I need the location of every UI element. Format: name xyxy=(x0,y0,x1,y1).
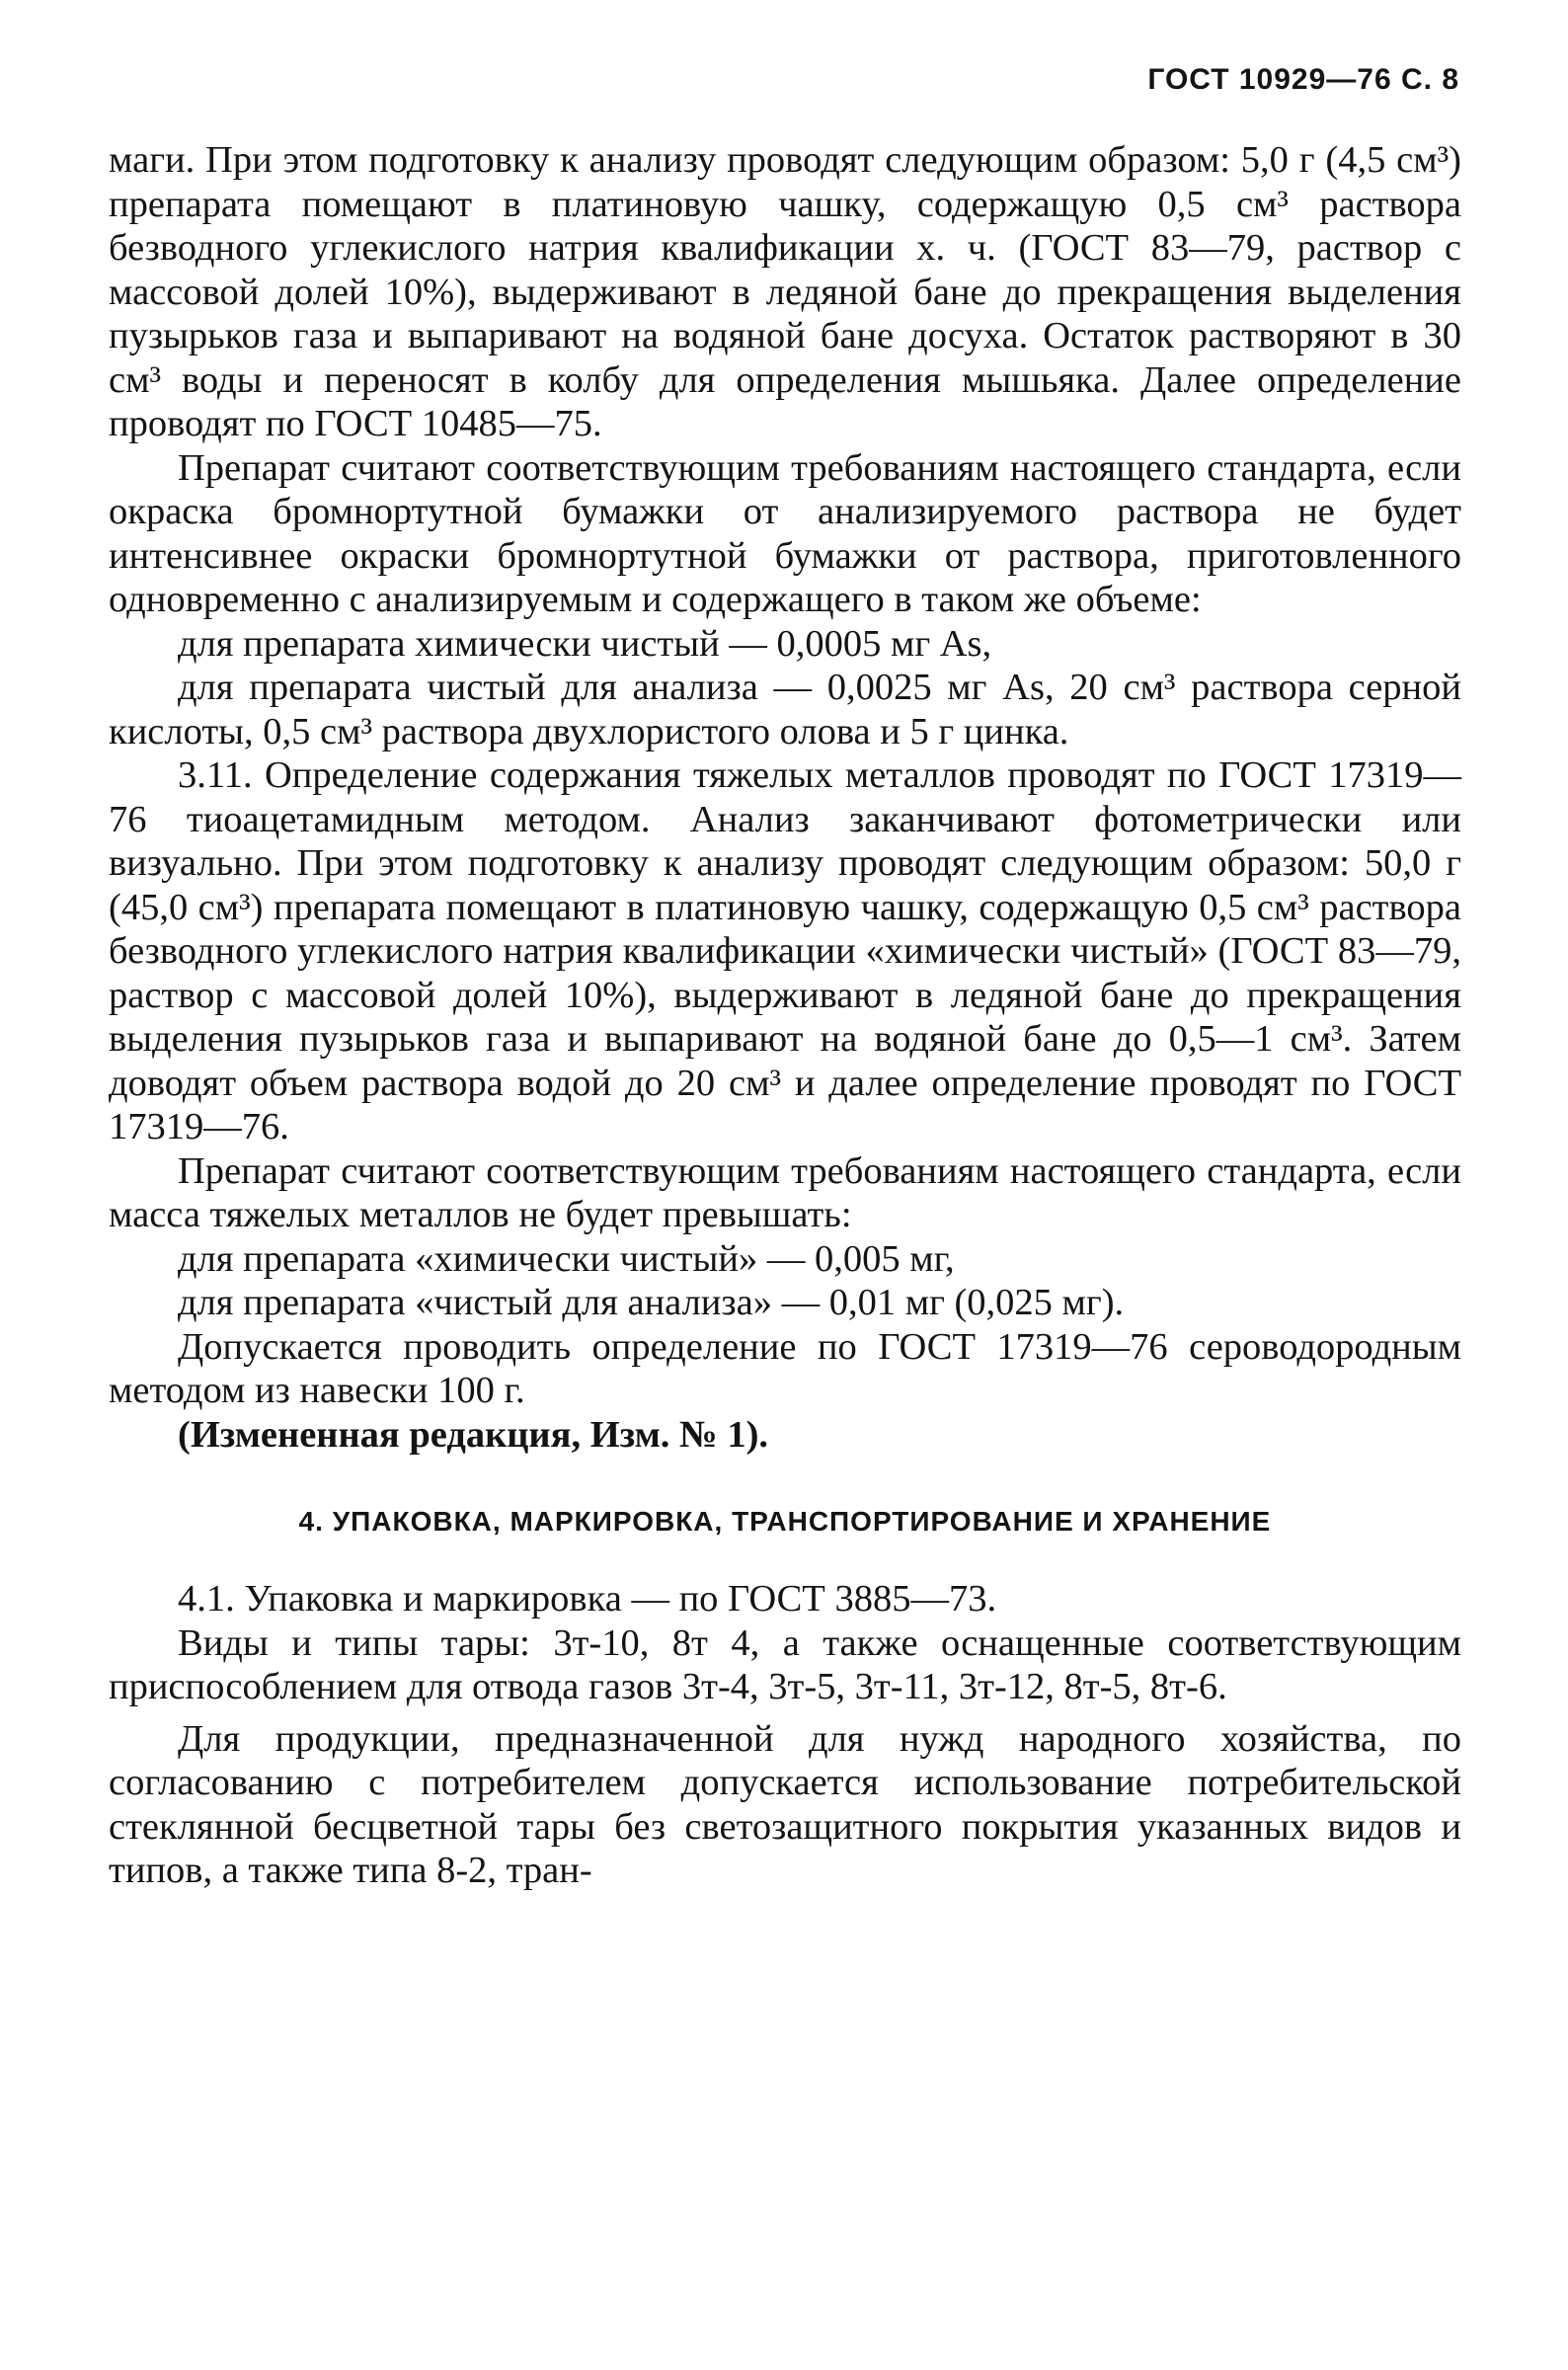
paragraph-heavy-limit-chemically-pure: для препарата «химически чистый» — 0,005 мг, xyxy=(178,1237,955,1280)
paragraph-national-economy: Для продукции, предназначенной для нужд народного хозяйства, по согласованию с потребителем допускается использование потребительской стеклянной бесцветной тары без светозащитного покрытия указанных видов и типов, а также типа 8-2, тран- xyxy=(109,1717,1461,1891)
section-4-title: 4. УПАКОВКА, МАРКИРОВКА, ТРАНСПОРТИРОВАНИЕ И ХРАНЕНИЕ xyxy=(298,1506,1272,1537)
paragraph-4-1: 4.1. Упаковка и маркировка — по ГОСТ 3885—73. xyxy=(178,1578,997,1620)
paragraph-continuation: маги. При этом подготовку к анализу проводят следующим образом: 5,0 г (4,5 см³) препарата помещают в платиновую чашку, содержащую 0,5 см³ раствора безводного углекислого натрия квалификации х. ч. (ГОСТ 83—79, раствор с массовой долей 10%), выдерживают в ледяной бане до прекращения выделения пузырьков газа и выпаривают на водяной бане досуха. Остаток растворяют в 30 см³ воды и переносят в колбу для определения мышьяка. Далее определение проводят по ГОСТ 10485—75. xyxy=(109,139,1461,444)
paragraph-heavy-metals-criteria: Препарат считают соответствующим требованиям настоящего стандарта, если масса тяжелых металлов не будет превышать: xyxy=(109,1149,1461,1235)
paragraph-hydrogen-sulfide-method: Допускается проводить определение по ГОСТ 17319—76 сероводородным методом из навески 100 г. xyxy=(109,1325,1461,1411)
paragraph-gap xyxy=(109,1709,1461,1717)
paragraph-container-types: Виды и типы тары: 3т-10, 8т 4, а также оснащенные соответствующим приспособлением для отвода газов 3т-4, 3т-5, 3т-11, 3т-12, 8т-5, 8т-6. xyxy=(109,1621,1461,1707)
paragraph-limit-chemically-pure: для препарата химически чистый — 0,0005 мг As, xyxy=(178,622,992,665)
amendment-note: (Измененная редакция, Изм. № 1). xyxy=(178,1413,769,1456)
running-head: ГОСТ 10929—76 С. 8 xyxy=(1147,63,1459,96)
page-body xyxy=(109,138,1461,1893)
paragraph-3-11: 3.11. Определение содержания тяжелых металлов проводят по ГОСТ 17319—76 тиоацетамидным методом. Анализ заканчивают фотометрически или визуально. При этом подготовку к анализу проводят следующим образом: 50,0 г (45,0 см³) препарата помещают в платиновую чашку, содержащую 0,5 см³ раствора безводного углекислого натрия квалификации «химически чистый» (ГОСТ 83—79, раствор с массовой долей 10%), выдерживают в ледяной бане до прекращения выделения пузырьков газа и выпаривают на водяной бане до 0,5—1 см³. Затем доводят объем раствора водой до 20 см³ и далее определение проводят по ГОСТ 17319—76. xyxy=(109,754,1461,1147)
paragraph-criteria: Препарат считают соответствующим требованиям настоящего стандарта, если окраска бромнортутной бумажки от анализируемого раствора не будет интенсивнее окраски бромнортутной бумажки от раствора, приготовленного одновременно с анализируемым и содержащего в таком же объеме: xyxy=(109,446,1461,620)
paragraph-heavy-limit-analytical: для препарата «чистый для анализа» — 0,01 мг (0,025 мг). xyxy=(178,1282,1125,1323)
paragraph-limit-analytical: для препарата чистый для анализа — 0,0025 мг As, 20 см³ раствора серной кислоты, 0,5 см³ раствора двухлористого олова и 5 г цинка. xyxy=(109,667,1461,752)
